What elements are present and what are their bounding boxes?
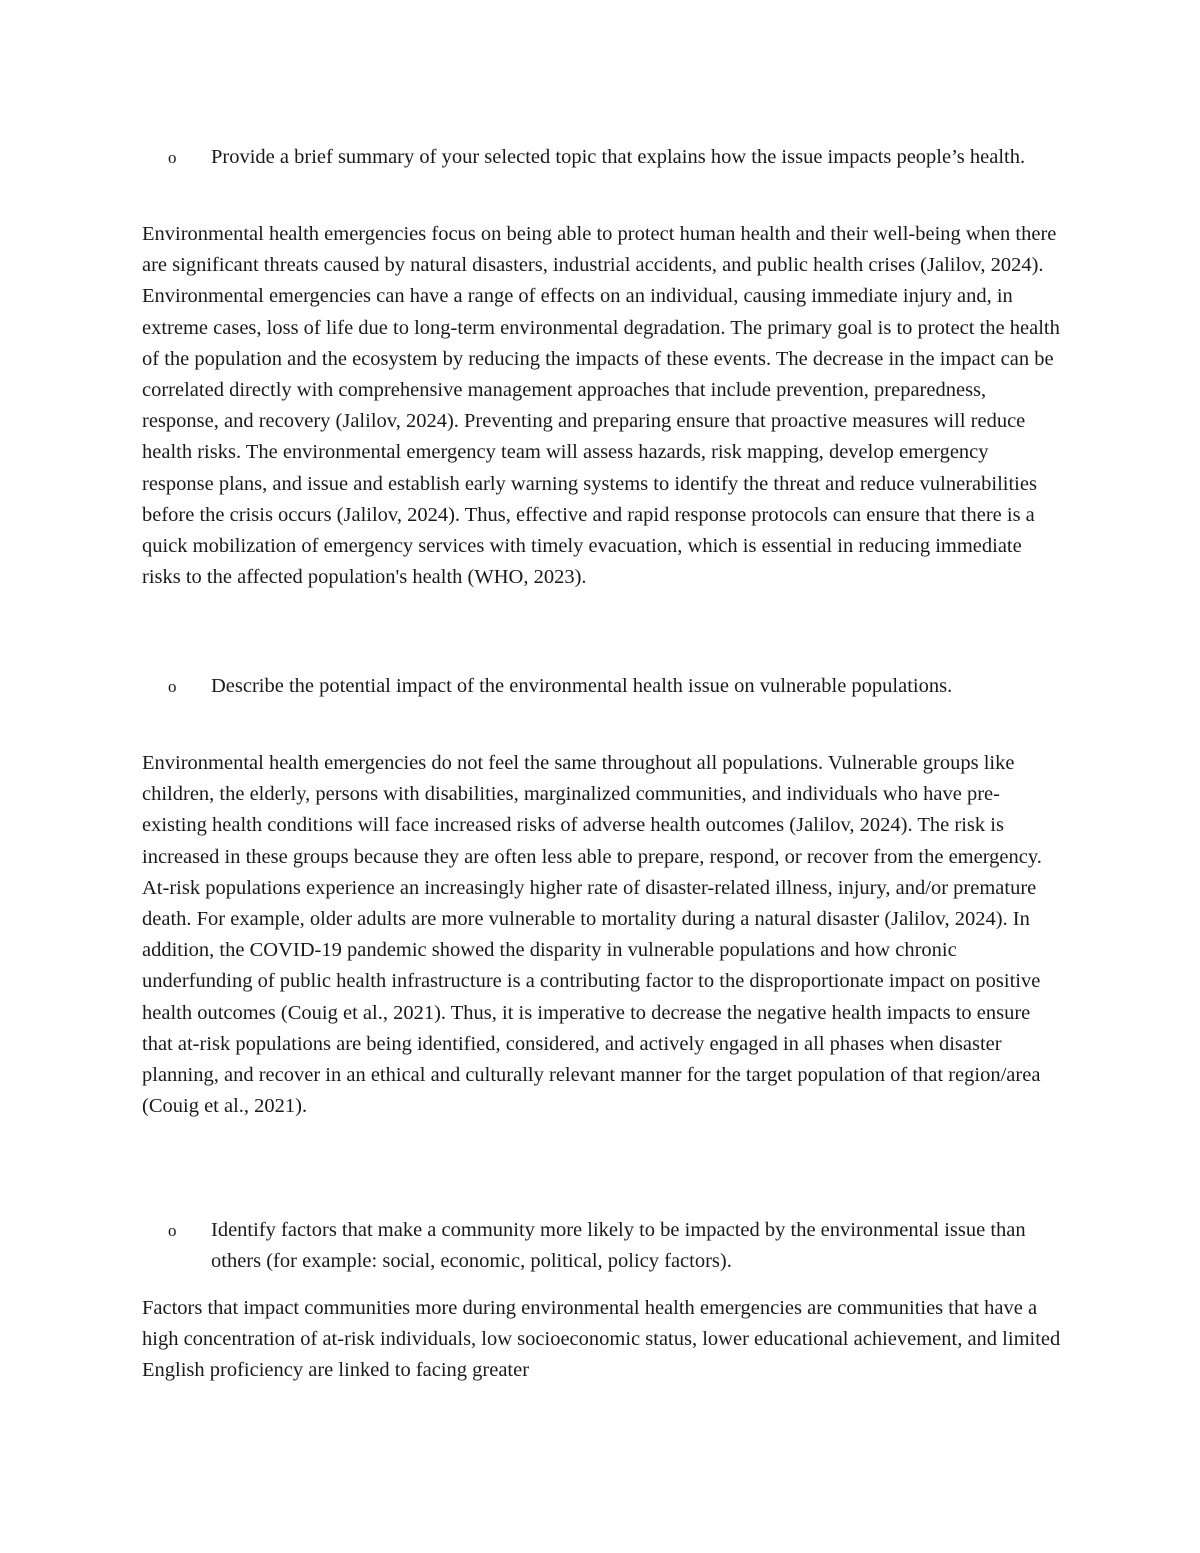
prompt-text: Describe the potential impact of the environmental health issue on vulnerable populations. [211,675,953,697]
bullet-marker: o [168,677,177,696]
prompt-text: Provide a brief summary of your selected topic that explains how the issue impacts people’s health. [211,146,1026,168]
prompt-text: Identify factors that make a community more likely to be impacted by the environmental issue than others (for example: social, economic, political, policy factors). [211,1219,1026,1272]
paragraph-text: Factors that impact communities more during environmental health emergencies are communities that have a high concentration of at-risk individuals, low socioeconomic status, lower educational achievement, and limited English proficiency are linked to facing greater [142,1297,1061,1382]
bullet-marker: o [168,1221,177,1240]
paragraph-text: Environmental health emergencies focus on being able to protect human health and their well-being when there are significant threats caused by natural disasters, industrial accidents, and public health crises (Jalilov, 2024). Environmental emergencies can have a range of effects on an individual, causing immediate injury and, in extreme cases, loss of life due to long-term environmental degradation. The primary goal is to protect the health of the population and the ecosystem by reducing the impacts of these events. The decrease in the impact can be correlated directly with comprehensive management approaches that include prevention, preparedness, response, and recovery (Jalilov, 2024). Preventing and preparing ensure that proactive measures will reduce health risks. The environmental emergency team will assess hazards, risk mapping, develop emergency response plans, and issue and establish early warning systems to identify the threat and reduce vulnerabilities before the crisis occurs (Jalilov, 2024). Thus, effective and rapid response protocols can ensure that there is a quick mobilization of emergency services with timely evacuation, which is essential in reducing immediate risks to the affected population's health (WHO, 2023). [142,223,1060,589]
bullet-marker: o [168,148,177,167]
paragraph-vulnerable [142,748,1062,1122]
paragraph-summary [142,219,1062,593]
paragraph-text: Environmental health emergencies do not feel the same throughout all populations. Vulnerable groups like children, the elderly, persons with disabilities, marginalized communities, and individuals who have pre-existing health conditions will face increased risks of adverse health outcomes (Jalilov, 2024). The risk is increased in these groups because they are often less able to prepare, respond, or recover from the emergency. At-risk populations experience an increasingly higher rate of disaster-related illness, injury, and/or premature death. For example, older adults are more vulnerable to mortality during a natural disaster (Jalilov, 2024). In addition, the COVID-19 pandemic showed the disparity in vulnerable populations and how chronic underfunding of public health infrastructure is a contributing factor to the disproportionate impact on positive health outcomes (Couig et al., 2021). Thus, it is imperative to decrease the negative health impacts to ensure that at-risk populations are being identified, considered, and actively engaged in all phases when disaster planning, and recover in an ethical and culturally relevant manner for the target population of that region/area (Couig et al., 2021). [142,752,1042,1118]
paragraph-factors [142,1293,1062,1387]
